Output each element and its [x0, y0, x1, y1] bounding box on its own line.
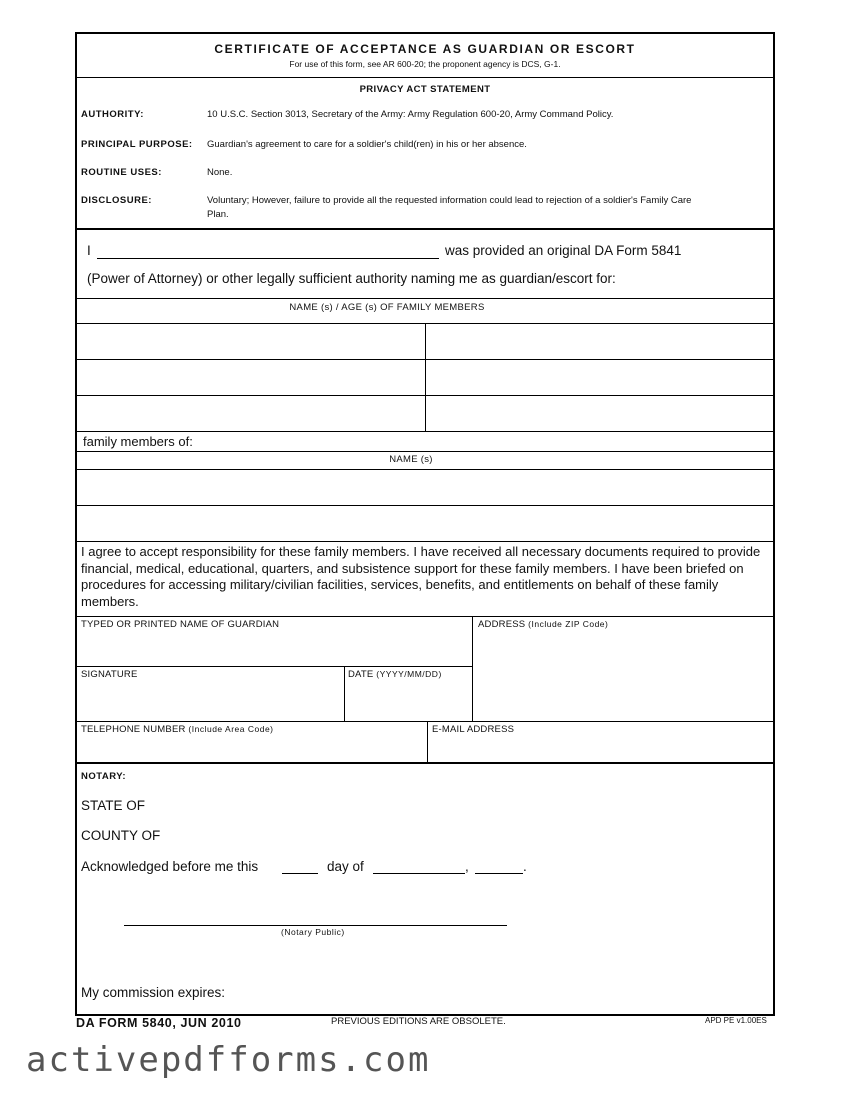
guardian-name-input[interactable] [77, 632, 471, 666]
divider [77, 721, 773, 722]
divider [77, 666, 472, 667]
guardian-name-line[interactable] [97, 258, 439, 259]
notary-public-label: (Notary Public) [281, 927, 345, 937]
date-input[interactable] [345, 682, 471, 720]
acknowledged-label: Acknowledged before me this [81, 859, 259, 874]
family-member-cell[interactable] [77, 360, 425, 395]
signature-input[interactable] [77, 682, 343, 720]
email-input[interactable] [429, 737, 773, 762]
divider [77, 541, 773, 542]
editions-notice: PREVIOUS EDITIONS ARE OBSOLETE. [331, 1016, 506, 1027]
privacy-act-heading: PRIVACY ACT STATEMENT [359, 84, 491, 95]
address-input[interactable] [473, 632, 773, 720]
form-id: DA FORM 5840, JUN 2010 [76, 1016, 242, 1030]
divider [77, 616, 773, 617]
family-member-cell[interactable] [77, 396, 425, 431]
purpose-label: PRINCIPAL PURPOSE: [81, 139, 193, 150]
guardian-name-label: TYPED OR PRINTED NAME OF GUARDIAN [81, 619, 280, 630]
divider [77, 228, 773, 230]
phone-label: TELEPHONE NUMBER (Include Area Code) [81, 724, 274, 735]
signature-label: SIGNATURE [81, 669, 138, 680]
poa-text: (Power of Attorney) or other legally sufficient authority naming me as guardian/escort for: [87, 271, 616, 286]
version-label: APD PE v1.00ES [705, 1016, 767, 1025]
agreement-text: I agree to accept responsibility for these family members. I have received all necessary documents required to provide financial, medical, educational, quarters, and subsistence support for these family members. I have been briefed on procedures for accessing military/civilian facilities, services, benefits, and entitlements on behalf of these family members. [81, 544, 761, 609]
column-divider [427, 721, 428, 763]
county-label: COUNTY OF [81, 828, 161, 843]
address-label: ADDRESS (Include ZIP Code) [478, 619, 609, 630]
disclosure-label: DISCLOSURE: [81, 195, 152, 206]
provided-text: was provided an original DA Form 5841 [445, 243, 682, 258]
divider [77, 298, 773, 299]
form-title: CERTIFICATE OF ACCEPTANCE AS GUARDIAN OR ESCORT [214, 42, 636, 56]
family-member-cell[interactable] [426, 360, 773, 395]
family-of-label: family members of: [83, 434, 193, 449]
divider [77, 762, 773, 764]
state-label: STATE OF [81, 798, 145, 813]
period: . [523, 859, 527, 874]
family-members-header: NAME (s) / AGE (s) OF FAMILY MEMBERS [289, 302, 485, 313]
month-input-line[interactable] [373, 873, 465, 874]
uses-text: None. [207, 167, 233, 178]
state-input[interactable] [157, 796, 457, 816]
authority-label: AUTHORITY: [81, 109, 144, 120]
family-member-cell[interactable] [426, 396, 773, 431]
names-header: NAME (s) [389, 454, 433, 465]
sponsor-name-cell[interactable] [77, 506, 773, 541]
column-divider [472, 616, 473, 721]
comma: , [465, 859, 469, 874]
day-input-line[interactable] [282, 873, 318, 874]
notary-signature-line[interactable] [124, 925, 507, 926]
form-container [75, 32, 775, 1016]
divider [77, 77, 773, 78]
form-subtitle: For use of this form, see AR 600-20; the proponent agency is DCS, G-1. [289, 59, 561, 69]
year-input-line[interactable] [475, 873, 523, 874]
sponsor-name-cell[interactable] [77, 470, 773, 505]
phone-input[interactable] [77, 737, 425, 762]
notary-heading: NOTARY: [81, 771, 127, 782]
commission-input[interactable] [237, 982, 537, 1004]
family-member-cell[interactable] [77, 324, 425, 359]
divider [77, 431, 773, 432]
commission-label: My commission expires: [81, 985, 226, 1000]
family-member-cell[interactable] [426, 324, 773, 359]
email-label: E-MAIL ADDRESS [432, 724, 515, 735]
disclosure-text: Voluntary; However, failure to provide all the requested information could lead to rejection of a soldier's Family Care Plan. [207, 195, 692, 220]
date-label: DATE (YYYY/MM/DD) [348, 669, 442, 680]
purpose-text: Guardian's agreement to care for a soldier's child(ren) in his or her absence. [207, 139, 527, 150]
authority-text: 10 U.S.C. Section 3013, Secretary of the Army: Army Regulation 600-20, Army Command Policy. [207, 109, 614, 120]
i-label: I [87, 243, 91, 258]
uses-label: ROUTINE USES: [81, 167, 162, 178]
day-of-label: day of [327, 859, 364, 874]
divider [77, 451, 773, 452]
county-input[interactable] [167, 826, 467, 846]
column-divider [425, 323, 426, 431]
watermark: activepdfforms.com [26, 1040, 431, 1080]
